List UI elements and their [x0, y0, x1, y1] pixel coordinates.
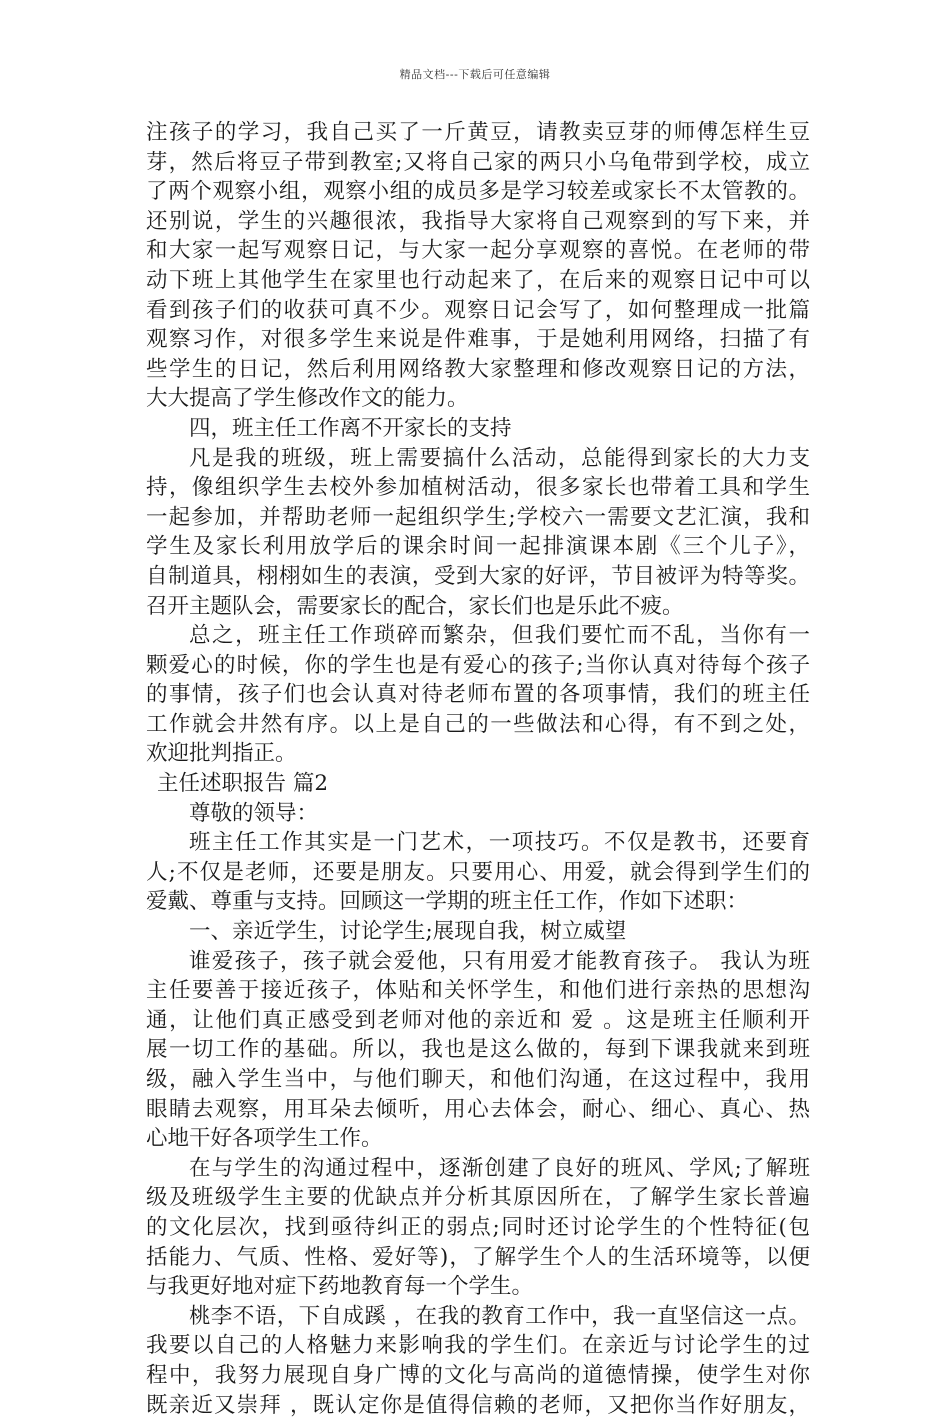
text-line: 召开主题队会，需要家长的配合，家长们也是乐此不疲。	[146, 593, 684, 619]
text-line: 些学生的日记，然后利用网络教大家整理和修改观察日记的方法，	[146, 356, 810, 382]
text-line: 桃李不语，下自成蹊 ，在我的教育工作中，我一直坚信这一点。	[189, 1303, 810, 1329]
text-line: 总之，班主任工作琐碎而繁杂，但我们要忙而不乱，当你有一	[189, 623, 810, 649]
text-line: 主任述职报告 篇2	[157, 771, 329, 797]
text-line: 程中，我努力展现自身广博的文化与高尚的道德情操，使学生对你	[146, 1362, 810, 1388]
text-line: 一起参加，并帮助老师一起组织学生;学校六一需要文艺汇演，我和	[146, 504, 810, 530]
text-line: 人;不仅是老师，还要是朋友。只要用心、用爱，就会得到学生们的	[146, 859, 810, 885]
text-line: 注孩子的学习，我自己买了一斤黄豆，请教卖豆芽的师傅怎样生豆	[146, 120, 810, 145]
text-line: 四，班主任工作离不开家长的支持	[189, 415, 512, 441]
text-line: 自制道具，栩栩如生的表演，受到大家的好评，节目被评为特等奖。	[146, 563, 810, 589]
text-line: 和大家一起写观察日记，与大家一起分享观察的喜悦。在老师的带	[146, 238, 810, 264]
text-line: 通，让他们真正感受到老师对他的亲近和 爱 。这是班主任顺利开	[146, 1007, 810, 1033]
text-line: 级及班级学生主要的优缺点并分析其原因所在，了解学生家长普遍	[146, 1185, 810, 1211]
page-header: 精品文档---下载后可任意编辑	[399, 68, 551, 81]
text-line: 既亲近又崇拜 ，既认定你是值得信赖的老师，又把你当作好朋友，	[146, 1392, 810, 1418]
text-line: 大大提高了学生修改作文的能力。	[146, 386, 469, 412]
text-line: 心地干好各项学生工作。	[146, 1126, 383, 1152]
text-line: 观察习作，对很多学生来说是件难事，于是她利用网络，扫描了有	[146, 327, 810, 353]
text-line: 还别说，学生的兴趣很浓，我指导大家将自己观察到的写下来，并	[146, 208, 810, 234]
text-line: 与我更好地对症下药地教育每一个学生。	[146, 1274, 534, 1300]
text-line: 的事情，孩子们也会认真对待老师布置的各项事情，我们的班主任	[146, 682, 810, 708]
text-line: 颗爱心的时候，你的学生也是有爱心的孩子;当你认真对待每个孩子	[146, 652, 810, 678]
text-line: 级，融入学生当中，与他们聊天，和他们沟通，在这过程中，我用	[146, 1067, 810, 1092]
text-line: 欢迎批判指正。	[146, 741, 297, 767]
text-line: 尊敬的领导：	[189, 800, 319, 826]
text-line: 动下班上其他学生在家里也行动起来了，在后来的观察日记中可以	[146, 267, 810, 293]
text-line: 的文化层次，找到亟待纠正的弱点;同时还讨论学生的个性特征(包	[146, 1214, 810, 1240]
text-line: 爱戴、尊重与支持。回顾这一学期的班主任工作，作如下述职：	[146, 889, 749, 915]
text-line: 学生及家长利用放学后的课余时间一起排演课本剧《三个儿子》，	[146, 534, 810, 560]
text-line: 一、亲近学生，讨论学生;展现自我，树立威望	[189, 919, 627, 945]
text-line: 眼睛去观察，用耳朵去倾听，用心去体会，耐心、细心、真心、热	[146, 1096, 810, 1122]
text-line: 看到孩子们的收获可真不少。观察日记会写了，如何整理成一批篇	[146, 297, 810, 323]
text-line: 凡是我的班级，班上需要搞什么活动，总能得到家长的大力支	[189, 445, 810, 471]
text-line: 展一切工作的基础。所以，我也是这么做的，每到下课我就来到班	[146, 1037, 810, 1063]
text-line: 括能力、气质、性格、爱好等)，了解学生个人的生活环境等，以便	[146, 1244, 810, 1270]
text-line: 了两个观察小组，观察小组的成员多是学习较差或家长不太管教的。	[146, 179, 810, 205]
text-line: 我要以自己的人格魅力来影响我的学生们。在亲近与讨论学生的过	[146, 1333, 810, 1359]
document-body	[146, 118, 810, 1420]
text-line: 主任要善于接近孩子，体贴和关怀学生，和他们进行亲热的思想沟	[146, 978, 810, 1004]
text-line: 工作就会井然有序。以上是自己的一些做法和心得，有不到之处，	[146, 711, 810, 737]
text-line: 芽，然后将豆子带到教室;又将自己家的两只小乌龟带到学校，成立	[146, 149, 810, 175]
text-line: 班主任工作其实是一门艺术，一项技巧。不仅是教书，还要育	[189, 830, 810, 856]
text-line: 持，像组织学生去校外参加植树活动，很多家长也带着工具和学生	[146, 475, 810, 501]
text-line: 谁爱孩子，孩子就会爱他，只有用爱才能教育孩子。 我认为班	[189, 948, 810, 974]
text-line: 在与学生的沟通过程中，逐渐创建了良好的班风、学风;了解班	[189, 1155, 810, 1181]
